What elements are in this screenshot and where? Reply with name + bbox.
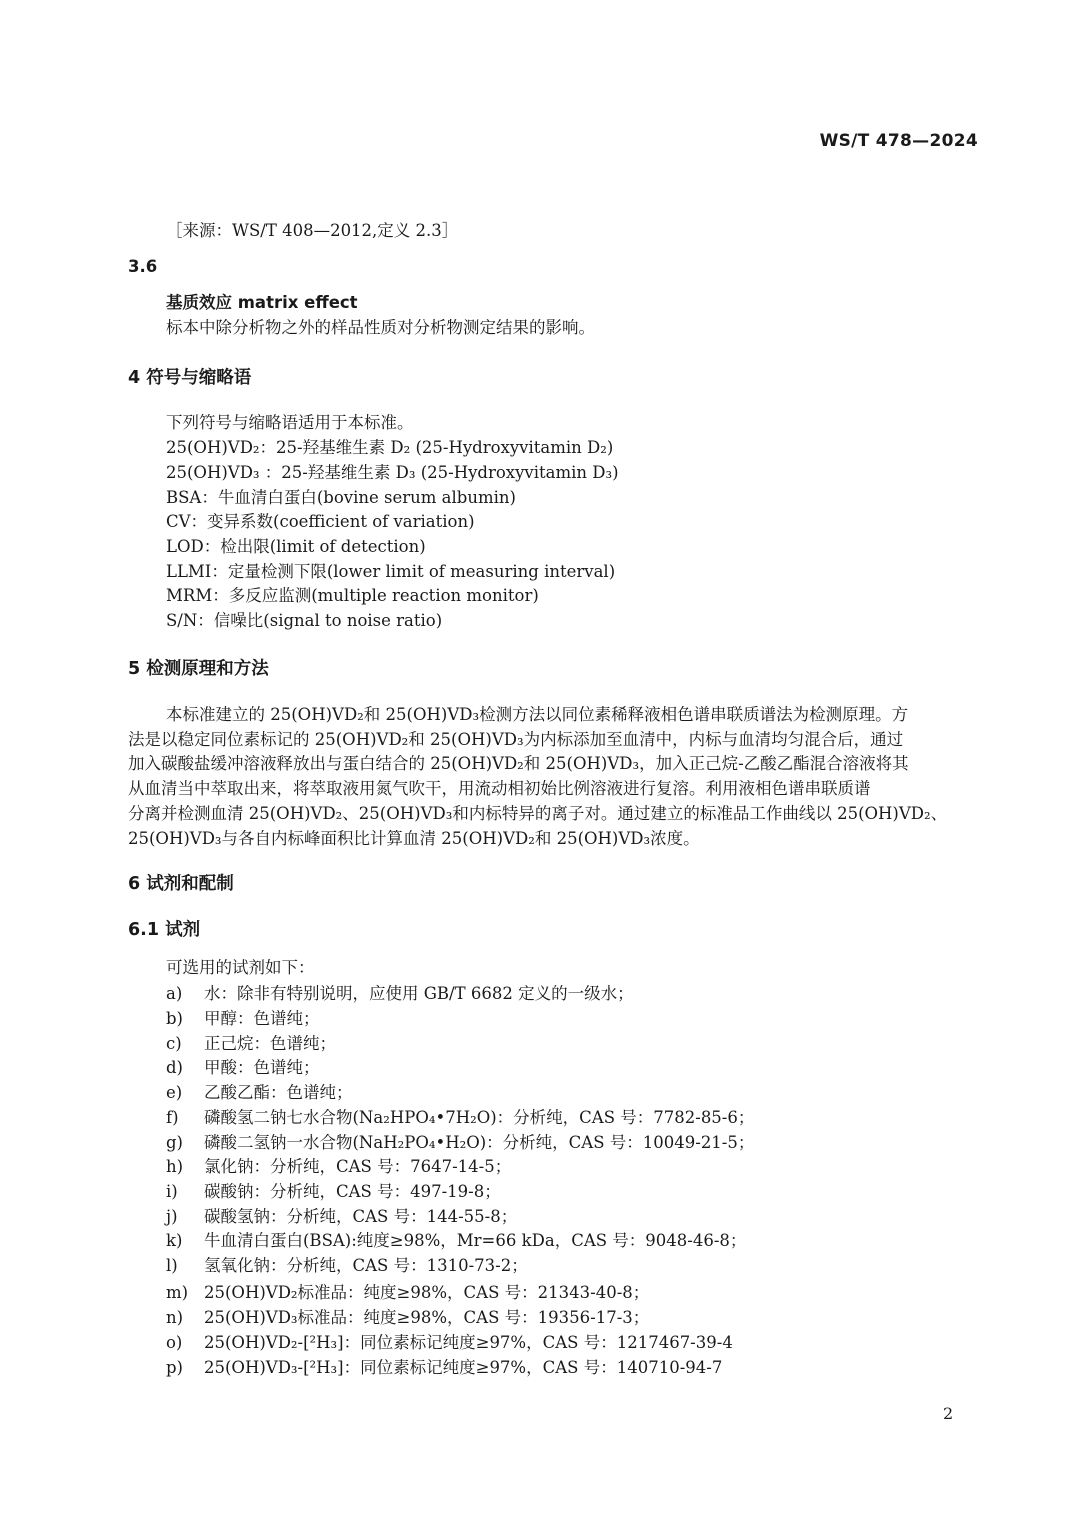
item-text: 磷酸二氢钠一水合物(NaH₂PO₄•H₂O)：分析纯，CAS 号：10049-21-5； — [204, 1133, 755, 1152]
document-code: WS/T 478—2024 — [819, 131, 978, 151]
item-text: 牛血清白蛋白(BSA):纯度≥98%，Mr=66 kDa，CAS 号：9048-46-8； — [204, 1231, 747, 1250]
paragraph-line: 加入碳酸盐缓冲溶液释放出与蛋白结合的 25(OH)VD₂和 25(OH)VD₃，加入正己烷-乙酸乙酯混合溶液将其 — [128, 754, 909, 774]
list-item — [166, 1331, 733, 1355]
item-letter: e) — [166, 1083, 183, 1102]
item-text: 水：除非有特别说明，应使用 GB/T 6682 定义的一级水； — [204, 984, 634, 1003]
abbreviation-entry: LOD：检出限(limit of detection) — [166, 537, 426, 556]
item-text: 碳酸氢钠：分析纯，CAS 号：144-55-8； — [204, 1207, 518, 1226]
paragraph-line: 从血清当中萃取出来，将萃取液用氮气吹干，用流动相初始比例溶液进行复溶。利用液相色谱串联质谱 — [128, 779, 871, 799]
item-text: 碳酸钠：分析纯，CAS 号：497-19-8； — [204, 1182, 501, 1201]
paragraph-line: 25(OH)VD₃与各自内标峰面积比计算血清 25(OH)VD₂和 25(OH)VD₃浓度。 — [128, 828, 700, 848]
item-text: 25(OH)VD₃标准品：纯度≥98%，CAS 号：19356-17-3； — [204, 1308, 650, 1327]
item-text: 25(OH)VD₃-[²H₃]：同位素标记纯度≥97%，CAS 号：140710-94-7 — [204, 1358, 723, 1377]
list-item — [166, 1281, 649, 1305]
item-letter: n) — [166, 1308, 184, 1327]
list-item — [166, 1007, 320, 1031]
item-letter: l) — [166, 1256, 178, 1275]
term-title: 基质效应 matrix effect — [166, 293, 358, 312]
paragraph-line: 本标准建立的 25(OH)VD₂和 25(OH)VD₃检测方法以同位素稀释液相色谱串联质谱法为检测原理。方 — [166, 705, 909, 724]
source-note: ［来源：WS/T 408—2012,定义 2.3］ — [166, 221, 459, 240]
item-text: 甲醇：色谱纯； — [204, 1009, 320, 1028]
item-letter: j) — [166, 1207, 178, 1226]
page-number: 2 — [943, 1404, 954, 1423]
section-heading: 6 试剂和配制 — [128, 874, 234, 894]
item-text: 氢氧化钠：分析纯，CAS 号：1310-73-2； — [204, 1256, 528, 1275]
item-text: 乙酸乙酯：色谱纯； — [204, 1083, 353, 1102]
list-intro: 可选用的试剂如下： — [166, 958, 315, 977]
item-letter: b) — [166, 1009, 183, 1028]
section-heading: 5 检测原理和方法 — [128, 659, 269, 679]
clause-number: 3.6 — [128, 257, 158, 276]
abbreviation-entry: 25(OH)VD₂：25-羟基维生素 D₂ (25-Hydroxyvitamin D₂) — [166, 438, 614, 457]
list-item — [166, 1155, 511, 1179]
item-text: 磷酸氢二钠七水合物(Na₂HPO₄•7H₂O)：分析纯，CAS 号：7782-85-6； — [204, 1108, 755, 1127]
paragraph-line: 分离并检测血清 25(OH)VD₂、25(OH)VD₃和内标特异的离子对。通过建立的标准品工作曲线以 25(OH)VD₂、 — [128, 803, 948, 823]
item-letter: f) — [166, 1108, 179, 1127]
item-letter: k) — [166, 1231, 183, 1250]
subsection-heading: 6.1 试剂 — [128, 920, 201, 940]
paragraph-line: 法是以稳定同位素标记的 25(OH)VD₂和 25(OH)VD₃为内标添加至血清中，内标与血清均匀混合后，通过 — [128, 729, 904, 749]
item-letter: c) — [166, 1034, 182, 1053]
list-item — [166, 1180, 501, 1204]
item-text: 甲酸：色谱纯； — [204, 1058, 320, 1077]
method-paragraph — [128, 703, 978, 851]
list-item — [166, 1081, 353, 1105]
item-letter: a) — [166, 984, 183, 1003]
abbreviation-entry: LLMI：定量检测下限(lower limit of measuring interval) — [166, 562, 616, 581]
term-definition: 标本中除分析物之外的样品性质对分析物测定结果的影响。 — [166, 318, 595, 337]
list-item — [166, 1254, 528, 1278]
item-letter: i) — [166, 1182, 178, 1201]
abbreviation-entry: CV：变异系数(coefficient of variation) — [166, 512, 475, 531]
item-text: 25(OH)VD₂-[²H₃]：同位素标记纯度≥97%，CAS 号：1217467-39-4 — [204, 1333, 733, 1352]
list-item — [166, 1306, 649, 1330]
list-item — [166, 1032, 336, 1056]
list-item — [166, 1205, 517, 1229]
list-item — [166, 1229, 746, 1253]
item-letter: o) — [166, 1333, 183, 1352]
list-item — [166, 1131, 754, 1155]
item-text: 氯化钠：分析纯，CAS 号：7647-14-5； — [204, 1157, 512, 1176]
abbreviation-entry: S/N：信噪比(signal to noise ratio) — [166, 611, 443, 630]
list-item — [166, 982, 634, 1006]
item-letter: g) — [166, 1133, 183, 1152]
list-item — [166, 1356, 722, 1380]
abbreviation-entry: MRM：多反应监测(multiple reaction monitor) — [166, 586, 539, 605]
abbreviation-entry: BSA：牛血清白蛋白(bovine serum albumin) — [166, 488, 516, 507]
section-intro: 下列符号与缩略语适用于本标准。 — [166, 413, 414, 432]
item-text: 正己烷：色谱纯； — [204, 1034, 336, 1053]
list-item — [166, 1106, 754, 1130]
abbreviation-entry: 25(OH)VD₃ ：25-羟基维生素 D₃ (25-Hydroxyvitamin D₃) — [166, 463, 619, 482]
item-letter: d) — [166, 1058, 183, 1077]
section-heading: 4 符号与缩略语 — [128, 368, 252, 388]
item-letter: h) — [166, 1157, 184, 1176]
item-letter: p) — [166, 1358, 183, 1377]
item-text: 25(OH)VD₂标准品：纯度≥98%，CAS 号：21343-40-8； — [204, 1283, 650, 1302]
list-item — [166, 1056, 320, 1080]
item-letter: m) — [166, 1283, 189, 1302]
